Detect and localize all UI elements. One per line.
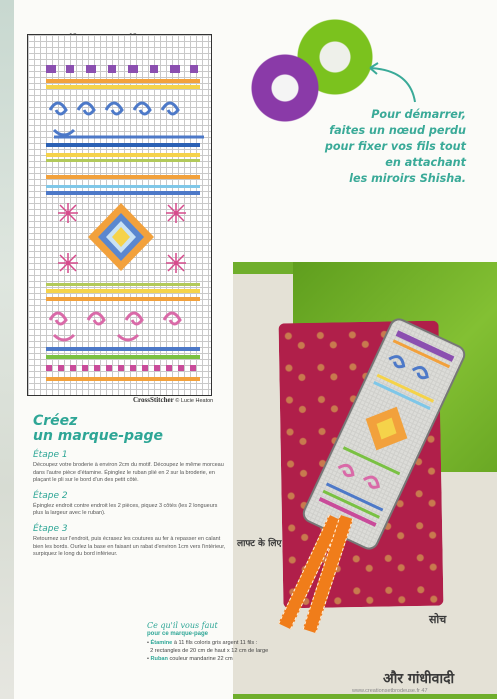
callout-line: pour fixer vos fils tout <box>324 140 466 153</box>
cross-stitch-chart <box>27 34 212 396</box>
instructions-article <box>33 414 228 559</box>
article-title-line2: un marque-page <box>33 428 164 444</box>
credit-author: © Lucie Heaton <box>175 398 214 404</box>
supply-detail: couleur mandarine 22 cm <box>169 656 233 662</box>
supplies-box <box>147 621 315 663</box>
curved-arrow-icon <box>360 58 420 106</box>
page-number: 47 <box>421 688 428 694</box>
supply-detail: 2 rectangles de 20 cm de haut x 12 cm de large <box>150 648 269 654</box>
supply-name: Ruban <box>150 656 168 662</box>
supply-item <box>147 647 315 655</box>
step-label: Étape 3 <box>33 523 68 534</box>
newspaper-headline: और गांधीवादी <box>383 671 455 687</box>
supplies-title: Ce qu'il vous faut <box>147 621 218 630</box>
callout-line: les miroirs Shisha. <box>349 172 466 185</box>
credit-brand: CrossStitcher <box>133 396 174 404</box>
supplies-subtitle: pour ce marque-page <box>147 631 209 637</box>
supply-item: • Ruban couleur mandarine 22 cm <box>147 656 233 662</box>
step-text: Découpez votre broderie à environ 2cm du motif. Découpez le même morceau dans l'autre pièce d'étamine. Épinglez le ruban plié en 2 sur la broderie, en plaçant le pli sur le bord d'un des petit côté. <box>33 462 224 484</box>
supply-item: • Étamine à 11 fils coloris gris argent 11 fils : <box>147 640 258 646</box>
page-footer <box>352 688 428 694</box>
supply-detail: à 11 fils coloris gris argent 11 fils : <box>173 640 258 646</box>
callout-text <box>296 107 466 187</box>
chart-pattern <box>28 35 211 395</box>
step-label: Étape 2 <box>33 490 68 501</box>
step-text: Retournez sur l'endroit, puis écrasez les coutures au fer à repasser en calant bien les bords. Ourlez la base en faisant un rabat d'environ 1cm vers l'intérieur, surpiquez le long du bord inférieur. <box>33 535 226 558</box>
supply-name: Étamine <box>150 640 173 646</box>
newspaper-headline: लाफ्ट के लिए <box>237 539 282 549</box>
footer-url: www.creationsetbrodeuse.fr <box>352 688 420 694</box>
step-label: Étape 1 <box>33 450 68 460</box>
left-edge-strip <box>0 0 14 699</box>
chart-credit <box>133 396 213 404</box>
article-title-line1: Créez <box>33 413 78 429</box>
callout-line: faites un nœud perdu <box>329 124 466 137</box>
callout-line: en attachant <box>385 156 466 169</box>
newspaper-headline: सोच <box>429 613 447 626</box>
callout-line: Pour démarrer, <box>371 108 466 121</box>
step-text: Épinglez endroit contre endroit les 2 pièces, piquez 3 côtés (les 2 longueurs plus la largeur avec le ruban). <box>33 502 218 517</box>
